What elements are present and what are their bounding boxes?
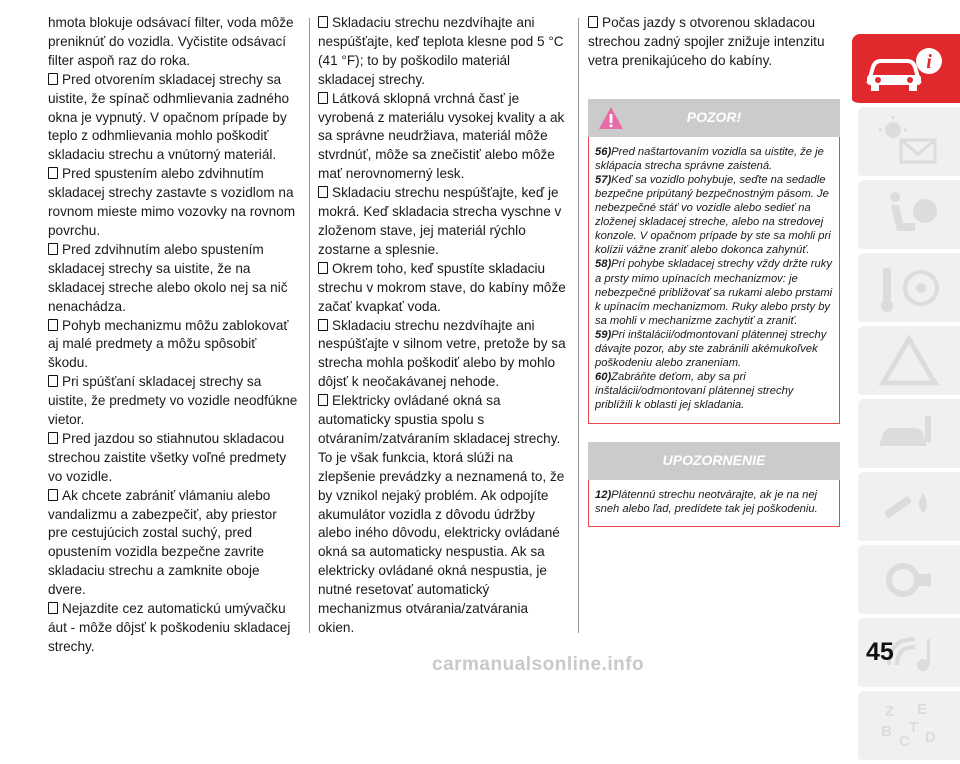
paragraph: hmota blokuje odsávací filter, voda môže preniknúť do vozidla. Vyčistite odsávací filter aspoň raz do roka. (48, 15, 294, 68)
index-letter: C (899, 732, 910, 750)
upozornenie-body (588, 480, 840, 527)
note-text: Pri inštalácii/odmontovaní plátennej strechy dávajte pozor, aby ste zabránili akémukoľvek poškodeniu alebo zraneniam. (595, 328, 827, 370)
warning-triangle-icon (869, 333, 949, 389)
alphabet-index-icon (869, 698, 949, 754)
note-number: 56) (595, 145, 612, 158)
note-number: 57) (595, 173, 612, 186)
note-number: 59) (595, 328, 612, 341)
upozornenie-header (588, 442, 840, 480)
paragraph: Látková sklopná vrchná časť je vyrobená z materiálu vysokej kvality a ak sa správne neudržiava, materiál môže stvrdnúť, môže sa znečistiť alebo môže mať nerovnomerný lesk. (318, 90, 568, 185)
page-number: 45 (866, 638, 894, 666)
paragraph: Okrem toho, keď spustíte skladaciu strechu v mokrom stave, do kabíny môže začať kvapkať voda. (318, 260, 568, 317)
tab-warning[interactable] (858, 326, 960, 399)
wrench-oil-icon (869, 479, 949, 535)
column-1 (48, 14, 300, 657)
upozornenie-box (588, 442, 840, 527)
svg-text:i: i (926, 50, 932, 73)
note-text: Keď sa vozidlo pohybuje, seďte na sedadle bezpečne pripútaný bezpečnostným pásom. Je nebezpečné stáť vo vozidle alebo sedieť na zloženej skladacej streche, alebo na stredovej konzole. V opačnom prípade by ste sa mohli pri kolízii vážne zraniť alebo dokonca zahynúť. (595, 173, 831, 257)
pozor-box (588, 99, 840, 424)
car-info-icon (863, 45, 949, 93)
tab-alphabet-index[interactable] (858, 691, 960, 764)
paragraph: Skladaciu strechu nezdvíhajte ani nespúšťajte v silnom vetre, pretože by sa strecha mohla poškodiť alebo by mohlo dôjsť k neočakávanej nehode. (318, 317, 568, 393)
paragraph: Pred otvorením skladacej strechy sa uistite, že spínač odhmlievania zadného okna je vypnutý. V opačnom prípade by teplo z odhmlievania mohlo poškodiť skladaciu strechu a vnútorný materiál. (48, 71, 300, 166)
paragraph: Počas jazdy s otvorenou skladacou strechou zadný spojler znižuje intenzitu vetra prenikajúceho do kabíny. (588, 14, 840, 71)
note-item (595, 145, 833, 173)
engine-gear-icon (869, 552, 949, 608)
index-letter: E (917, 700, 928, 718)
tab-airbag-seat[interactable] (858, 180, 960, 253)
watermark: carmanualsonline.info (432, 654, 645, 675)
paragraph: Pri spúšťaní skladacej strechy sa uistite, že predmety vo vozidle neodfúkne vietor. (48, 373, 300, 430)
pozor-header (588, 99, 840, 137)
warning-triangle-icon (598, 105, 624, 131)
paragraph: Nejazdite cez automatickú umývačku áut - môže dôjsť k poškodeniu skladacej strechy. (48, 600, 300, 657)
column-divider (309, 18, 310, 633)
paragraph: Skladaciu strechu nespúšťajte, keď je mokrá. Keď skladacia strecha vyschne v zloženom stave, jej materiál rýchlo zostarne a splesnie. (318, 184, 568, 260)
note-item (595, 328, 833, 370)
note-item (595, 488, 833, 516)
paragraph: Pred zdvihnutím alebo spustením skladacej strechy sa uistite, že na skladacej streche alebo okolo nej sa nič nenachádza. (48, 241, 300, 317)
note-text: Plátennú strechu neotvárajte, ak je na nej sneh alebo ľad, predídete tak jej poškodeniu. (595, 488, 818, 515)
column-3 (588, 14, 840, 527)
key-steering-icon (869, 260, 949, 316)
note-item (595, 173, 833, 258)
paragraph: Pred spustením alebo zdvihnutím skladacej strechy zastavte s vozidlom na rovnom mieste mimo vozovky na rovnom povrchu. (48, 165, 300, 241)
tab-car-service[interactable] (858, 399, 960, 472)
tab-key-steering[interactable] (858, 253, 960, 326)
index-letter: Z (885, 702, 895, 720)
note-text: Pri pohybe skladacej strechy vždy držte ruky a prsty mimo upínacích mechanizmov: je nebezpečné približovať sa rukami alebo prstami k upínacím mechanizmom. Ruky alebo prsty by sa mohli v mechanizme zachytiť a zraniť. (595, 258, 833, 327)
column-2 (318, 14, 568, 638)
upozornenie-title: UPOZORNENIE (662, 452, 766, 469)
index-letter: T (909, 718, 919, 736)
note-number: 60) (595, 371, 612, 384)
tab-engine-gear[interactable] (858, 545, 960, 618)
note-item (595, 370, 833, 412)
note-item (595, 257, 833, 327)
dashboard-lights-icon (869, 114, 949, 170)
tab-dashboard-lights[interactable] (858, 107, 960, 180)
index-letter: D (925, 728, 936, 746)
tab-wrench-oil[interactable] (858, 472, 960, 545)
car-service-icon (869, 406, 949, 462)
note-text: Pred naštartovaním vozidla sa uistite, že je sklápacia strecha správne zaistená. (595, 145, 824, 172)
tab-car-info[interactable] (852, 34, 960, 107)
paragraph: Pohyb mechanizmu môžu zablokovať aj malé predmety a môžu spôsobiť škodu. (48, 317, 300, 374)
paragraph: Pred jazdou so stiahnutou skladacou strechou zaistite všetky voľné predmety vo vozidle. (48, 430, 300, 487)
paragraph: Skladaciu strechu nezdvíhajte ani nespúšťajte, keď teplota klesne pod 5 °C (41 °F); to by poškodilo materiál skladacej strechy. (318, 14, 568, 90)
paragraph: Elektricky ovládané okná sa automaticky spustia spolu s otváraním/zatváraním skladacej strechy. To je však funkcia, ktorá slúži na zlepšenie prevádzky a neznamená to, že by vznikol nejaký problém. Ak odpojíte akumulátor vozidla z dôvodu údržby alebo iného dôvodu, elektricky ovládané okná sa automaticky nespustia. Ak sa elektricky ovládané okná nespustia, je nutné resetovať automatický mechanizmus otvárania/zatvárania okien. (318, 392, 568, 638)
index-letter: B (881, 722, 892, 740)
paragraph: Ak chcete zabrániť vlámaniu alebo vandalizmu a zabezpečiť, aby priestor pre cestujúcich zostal suchý, pred opustením vozidla bezpečne zavrite skladaciu strechu a zamknite oboje dvere. (48, 487, 300, 600)
note-number: 58) (595, 258, 612, 271)
column-divider (578, 18, 579, 633)
note-text: Zabráňte deťom, aby sa pri inštalácii/odmontovaní plátennej strechy priblížili k oblasti jej skladania. (595, 371, 794, 412)
pozor-body (588, 137, 840, 424)
airbag-seat-icon (869, 187, 949, 243)
pozor-title: POZOR! (686, 109, 742, 126)
note-number: 12) (595, 488, 612, 501)
